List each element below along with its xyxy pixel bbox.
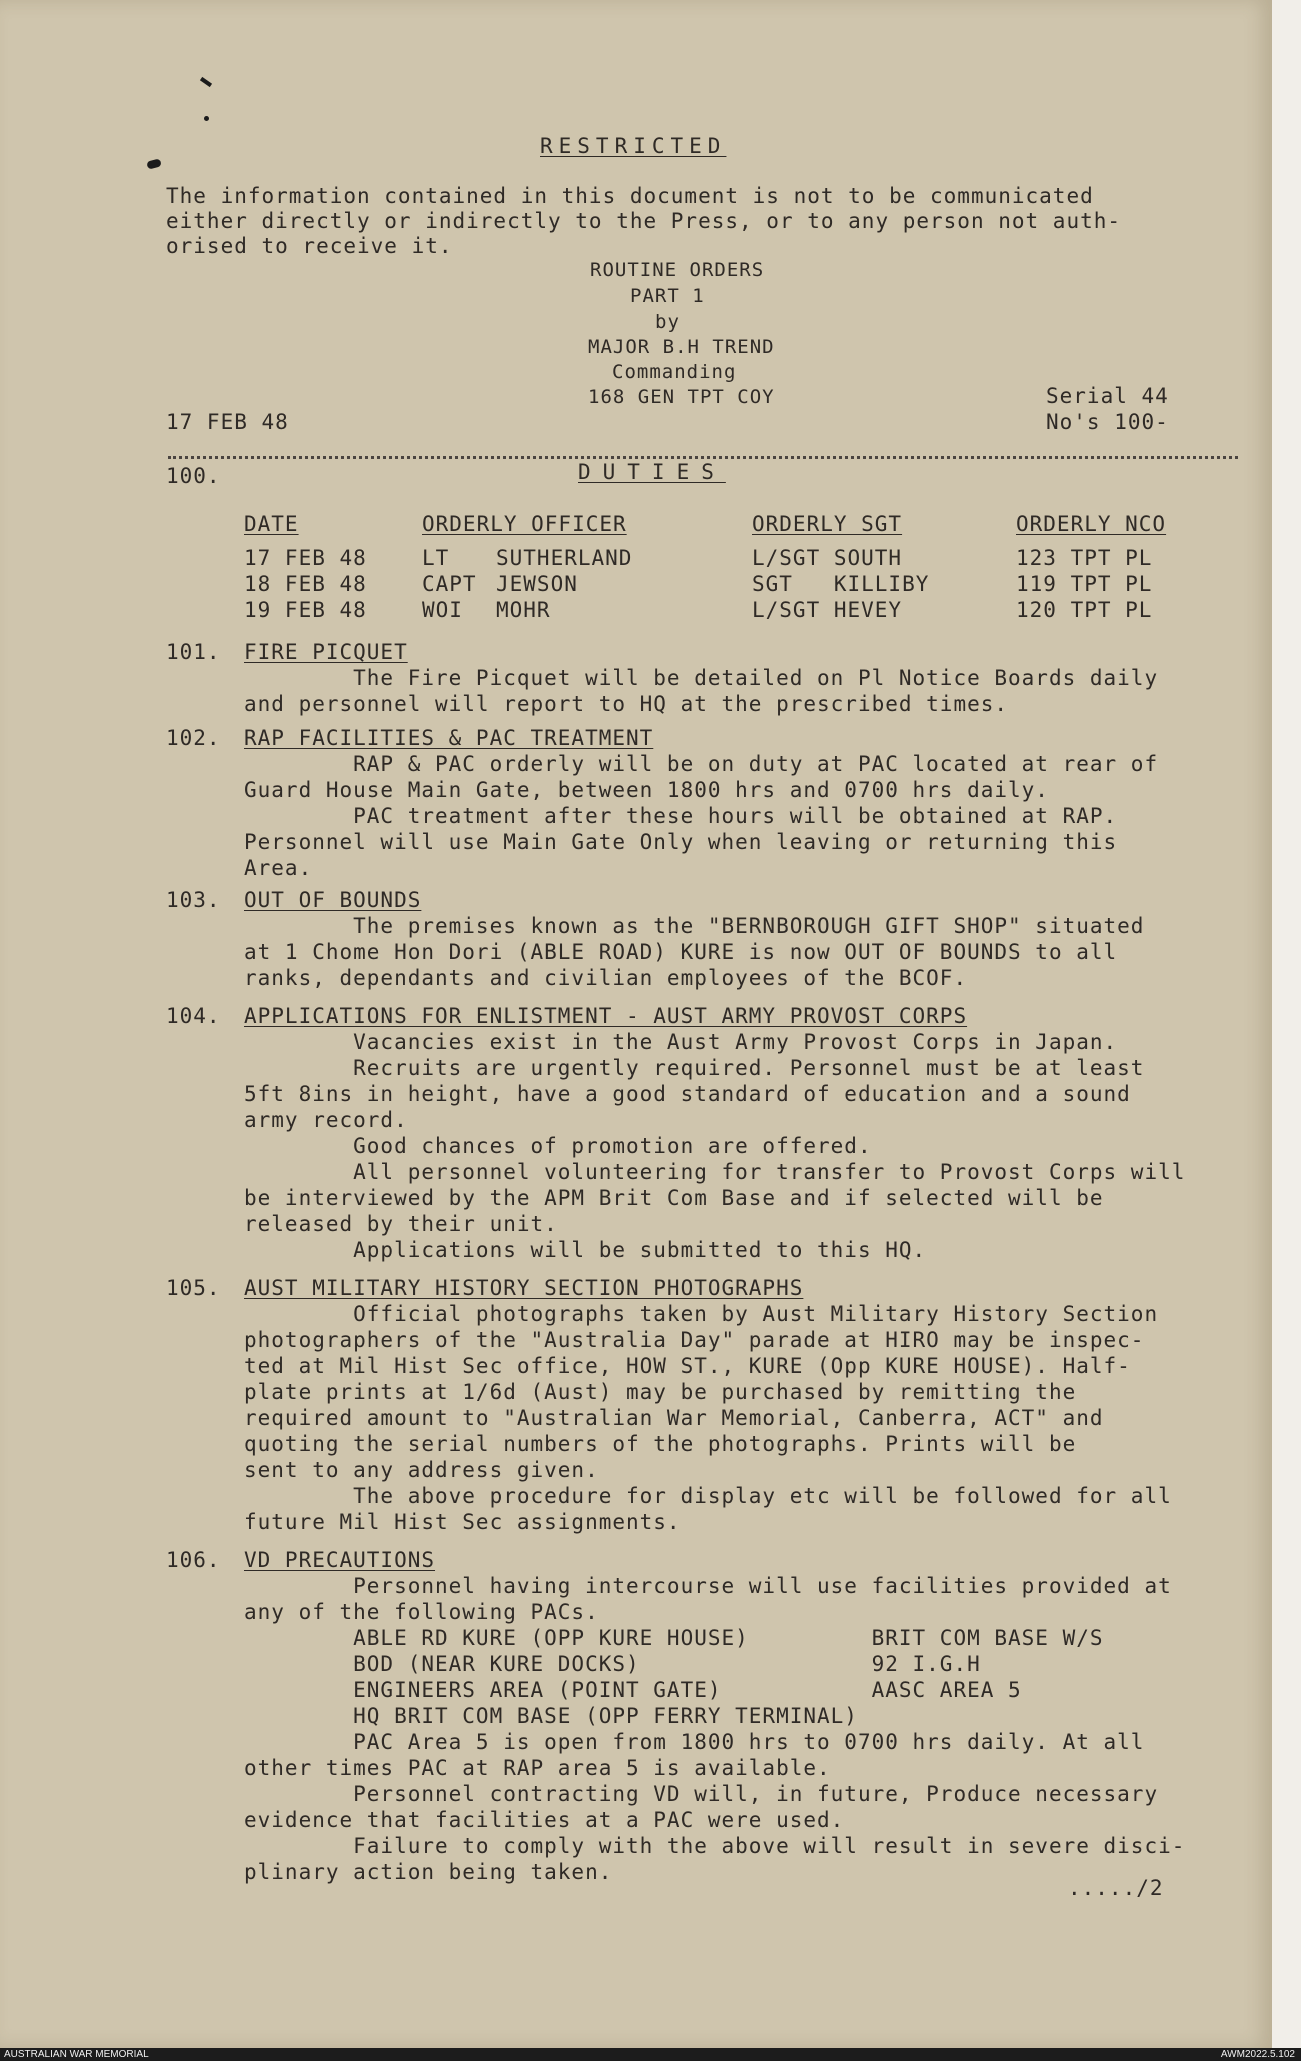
order-line: RAP & PAC orderly will be on duty at PAC located at rear of xyxy=(244,752,1159,776)
order-line: other times PAC at RAP area 5 is available. xyxy=(244,1756,831,1780)
ink-mark xyxy=(200,77,212,87)
ink-mark xyxy=(146,158,162,169)
order-line: Area. xyxy=(244,856,313,880)
order-line: Guard House Main Gate, between 1800 hrs and 0700 hrs daily. xyxy=(244,778,1049,802)
column-header: ORDERLY SGT xyxy=(752,512,903,536)
duty-date: 17 FEB 48 xyxy=(244,546,367,570)
order-title: RAP FACILITIES & PAC TREATMENT xyxy=(244,726,654,750)
order-line: required amount to "Australian War Memorial, Canberra, ACT" and xyxy=(244,1406,1104,1430)
order-title: OUT OF BOUNDS xyxy=(244,888,422,912)
title-line: PART 1 xyxy=(630,285,705,307)
order-line: BOD (NEAR KURE DOCKS) 92 I.G.H xyxy=(244,1652,981,1676)
order-line: ABLE RD KURE (OPP KURE HOUSE) BRIT COM BASE W/S xyxy=(244,1626,1104,1650)
title-line: MAJOR B.H TREND xyxy=(588,336,775,358)
duty-officer: SUTHERLAND xyxy=(496,546,633,570)
duty-sgt: L/SGT SOUTH xyxy=(752,546,903,570)
order-line: at 1 Chome Hon Dori (ABLE ROAD) KURE is now OUT OF BOUNDS to all xyxy=(244,940,1118,964)
order-line: PAC treatment after these hours will be obtained at RAP. xyxy=(244,804,1118,828)
duty-date: 19 FEB 48 xyxy=(244,598,367,622)
duty-nco: 123 TPT PL xyxy=(1016,546,1153,570)
notice-line: either directly or indirectly to the Press, or to any person not auth- xyxy=(166,209,1122,233)
order-line: released by their unit. xyxy=(244,1212,558,1236)
dotted-divider xyxy=(168,446,1238,459)
order-line: HQ BRIT COM BASE (OPP FERRY TERMINAL) xyxy=(244,1704,858,1728)
duty-nco: 119 TPT PL xyxy=(1016,572,1153,596)
order-number: 104. xyxy=(166,1004,221,1028)
section-number: 100. xyxy=(166,464,221,488)
duties-heading: DUTIES xyxy=(578,460,726,484)
notice-line: orised to receive it. xyxy=(166,234,453,258)
order-line: Official photographs taken by Aust Military History Section xyxy=(244,1302,1159,1326)
order-line: future Mil Hist Sec assignments. xyxy=(244,1510,681,1534)
order-line: plate prints at 1/6d (Aust) may be purchased by remitting the xyxy=(244,1380,1077,1404)
order-number: 103. xyxy=(166,888,221,912)
order-line: sent to any address given. xyxy=(244,1458,599,1482)
order-number: 101. xyxy=(166,640,221,664)
order-line: ranks, dependants and civilian employees of the BCOF. xyxy=(244,966,968,990)
title-line: Commanding xyxy=(612,361,737,383)
order-line: ted at Mil Hist Sec office, HOW ST., KURE (Opp KURE HOUSE). Half- xyxy=(244,1354,1131,1378)
order-line: The Fire Picquet will be detailed on Pl Notice Boards daily xyxy=(244,666,1159,690)
order-line: ENGINEERS AREA (POINT GATE) AASC AREA 5 xyxy=(244,1678,1022,1702)
restricted-heading: RESTRICTED xyxy=(540,134,727,158)
order-number: 102. xyxy=(166,726,221,750)
order-line: The above procedure for display etc will be followed for all xyxy=(244,1484,1172,1508)
order-line: and personnel will report to HQ at the prescribed times. xyxy=(244,692,1009,716)
order-line: plinary action being taken. xyxy=(244,1860,613,1884)
duty-nco: 120 TPT PL xyxy=(1016,598,1153,622)
order-line: Recruits are urgently required. Personnel must be at least xyxy=(244,1056,1145,1080)
column-header: ORDERLY NCO xyxy=(1016,512,1167,536)
footer-reference: AWM2022.5.102 xyxy=(1220,2049,1295,2060)
order-line: quoting the serial numbers of the photographs. Prints will be xyxy=(244,1432,1077,1456)
order-line: Personnel contracting VD will, in future, Produce necessary xyxy=(244,1782,1159,1806)
order-title: AUST MILITARY HISTORY SECTION PHOTOGRAPHS xyxy=(244,1276,804,1300)
archive-footer xyxy=(0,2048,1301,2061)
title-line: by xyxy=(655,311,680,333)
serial-number: Serial 44 xyxy=(1046,384,1169,408)
column-header: DATE xyxy=(244,512,299,536)
title-line: 168 GEN TPT COY xyxy=(588,386,775,408)
order-line: army record. xyxy=(244,1108,408,1132)
order-line: be interviewed by the APM Brit Com Base and if selected will be xyxy=(244,1186,1104,1210)
duty-date: 18 FEB 48 xyxy=(244,572,367,596)
order-title: APPLICATIONS FOR ENLISTMENT - AUST ARMY PROVOST CORPS xyxy=(244,1004,968,1028)
order-line: photographers of the "Australia Day" parade at HIRO may be inspec- xyxy=(244,1328,1145,1352)
duty-officer-rank: WOI xyxy=(422,598,463,622)
duty-sgt: L/SGT HEVEY xyxy=(752,598,903,622)
scan-edge xyxy=(1272,0,1301,2048)
order-line: PAC Area 5 is open from 1800 hrs to 0700 hrs daily. At all xyxy=(244,1730,1145,1754)
order-number: 105. xyxy=(166,1276,221,1300)
notice-line: The information contained in this document is not to be communicated xyxy=(166,184,1094,208)
order-line: Personnel will use Main Gate Only when leaving or returning this xyxy=(244,830,1118,854)
footer-institution: AUSTRALIAN WAR MEMORIAL xyxy=(4,2049,149,2060)
duty-sgt: SGT KILLIBY xyxy=(752,572,930,596)
order-line: Applications will be submitted to this HQ. xyxy=(244,1238,927,1262)
order-title: VD PRECAUTIONS xyxy=(244,1548,436,1572)
duty-officer-rank: CAPT xyxy=(422,572,477,596)
order-line: All personnel volunteering for transfer to Provost Corps will xyxy=(244,1160,1186,1184)
order-date: 17 FEB 48 xyxy=(166,410,289,434)
column-header: ORDERLY OFFICER xyxy=(422,512,627,536)
duty-officer: JEWSON xyxy=(496,572,578,596)
duty-officer-rank: LT xyxy=(422,546,450,570)
title-line: ROUTINE ORDERS xyxy=(590,259,765,281)
order-line: any of the following PACs. xyxy=(244,1600,599,1624)
order-line: Personnel having intercourse will use facilities provided at xyxy=(244,1574,1172,1598)
order-number: 106. xyxy=(166,1548,221,1572)
order-title: FIRE PICQUET xyxy=(244,640,408,664)
order-line: evidence that facilities at a PAC were used. xyxy=(244,1808,845,1832)
page-continuation: ...../2 xyxy=(1068,1876,1164,1900)
order-line: Failure to comply with the above will result in severe disci- xyxy=(244,1834,1186,1858)
ink-mark xyxy=(204,116,209,121)
order-line: Vacancies exist in the Aust Army Provost Corps in Japan. xyxy=(244,1030,1118,1054)
order-line: 5ft 8ins in height, have a good standard of education and a sound xyxy=(244,1082,1131,1106)
order-line: The premises known as the "BERNBOROUGH GIFT SHOP" situated xyxy=(244,914,1145,938)
order-numbers: No's 100- xyxy=(1046,410,1169,434)
duty-officer: MOHR xyxy=(496,598,551,622)
order-line: Good chances of promotion are offered. xyxy=(244,1134,872,1158)
